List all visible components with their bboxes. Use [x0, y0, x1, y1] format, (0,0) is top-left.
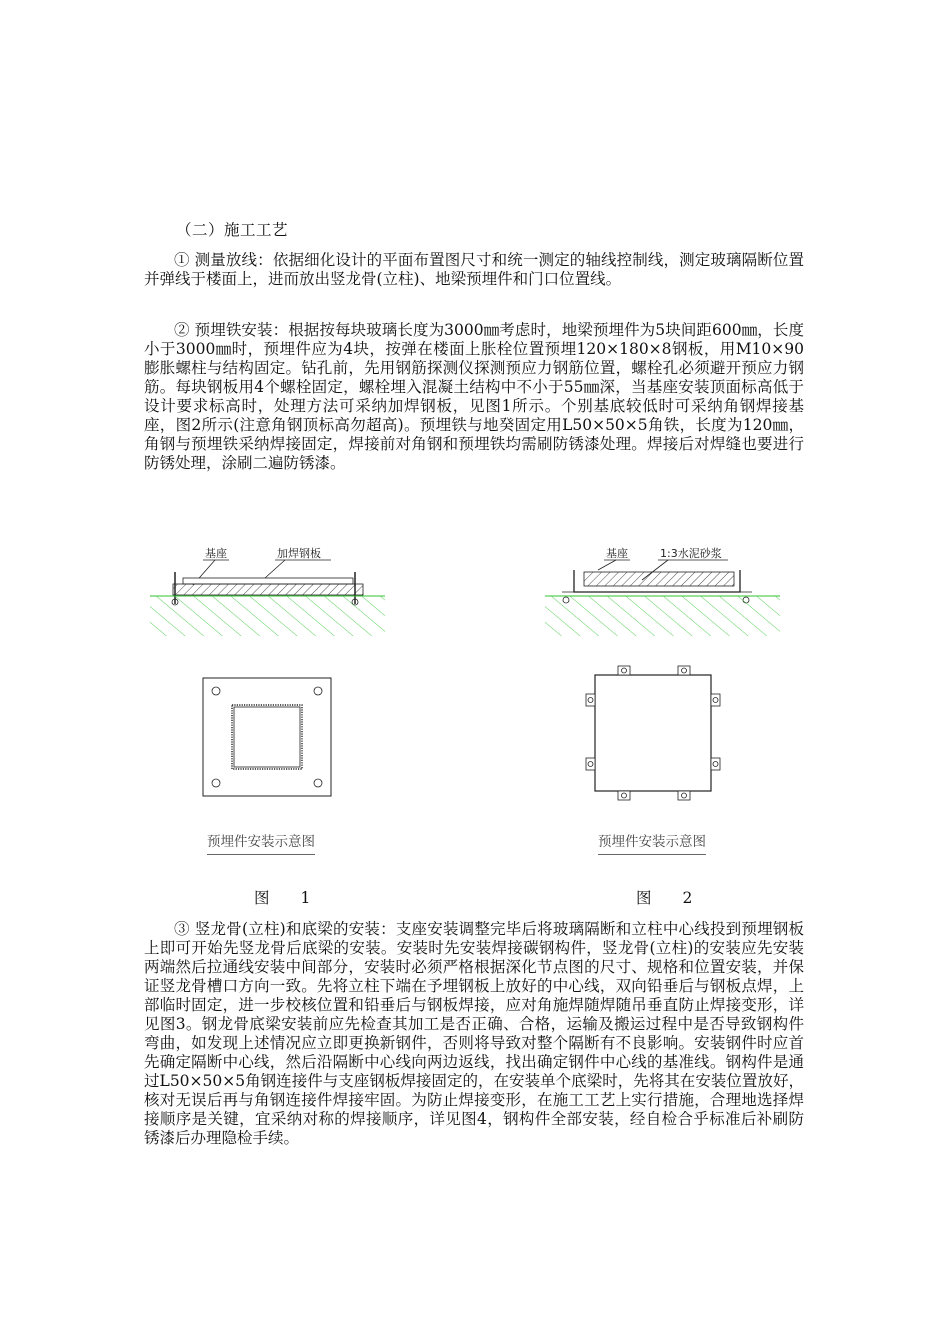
- figure2-caption: 预埋件安装示意图: [598, 830, 706, 855]
- paragraph-keel-installation: ③ 竖龙骨(立柱)和底梁的安装：支座安装调整完毕后将玻璃隔断和立柱中心线投到预埋钢板上即可开始先竖龙骨后底梁的安装。安装时先安装焊接碳钢构件，竖龙骨(立柱)的安装应先安装两端然后拉通线安装中间部分，安装时必须严格根据深化节点图的尺寸、规格和位置安装，并保证竖龙骨槽口方向一致。先将立柱下端在予埋钢板上放好的中心线，双向铅垂后与钢板点焊，上部临时固定，进一步校核位置和铅垂后与钢板焊接，应对角施焊随焊随吊垂直防止焊接变形，详见图3。钢龙骨底梁安装前应先检查其加工是否正确、合格，运输及搬运过程中是否导致钢构件弯曲，如发现上述情况应立即更换新钢件，否则将导致对整个隔断有不良影响。安装钢件时应首先确定隔断中心线，然后沿隔断中心线向两边返线，找出确定钢件中心线的基准线。钢构件是通过L50×50×5角钢连接件与支座钢板焊接固定的，在安装单个底梁时，先将其在安装位置放好，核对无误后再与角钢连接件焊接牢固。为防止焊接变形，在施工工艺上实行措施，合理地选择焊接顺序是关键，宜采纳对称的焊接顺序，详见图4，钢构件全部安装，经自检合乎标准后补刷防锈漆后办理隐检手续。: [144, 920, 804, 1147]
- figure1-number: 图 1: [254, 889, 311, 907]
- paragraph-survey: ① 测量放线：依据细化设计的平面布置图尺寸和统一测定的轴线控制线，测定玻璃隔断位置并弹线于楼面上，进而放出竖龙骨(立柱)、地梁预埋件和门口位置线。: [144, 251, 804, 288]
- figure1-plan-drawing: [202, 677, 332, 797]
- figure2-section-drawing: [540, 540, 785, 640]
- fig2-label-base: 基座: [606, 547, 628, 560]
- figure2-number: 图 2: [636, 889, 693, 907]
- figure2-plan-drawing: [578, 658, 728, 808]
- section-heading: （二）施工工艺: [176, 221, 289, 239]
- fig2-label-mortar: 1:3水泥砂浆: [660, 547, 722, 560]
- paragraph-embedded-iron: ② 预埋铁安装：根据按每块玻璃长度为3000㎜考虑时，地梁预埋件为5块间距600㎜，长度小于3000㎜时，预埋件应为4块，按弹在楼面上胀栓位置预埋120×180×8钢板，用M10×90膨胀螺柱与结构固定。钻孔前，先用钢筋探测仪探测预应力钢筋位置，螺栓孔必须避开预应力钢筋。每块钢板用4个螺栓固定，螺栓埋入混凝土结构中不小于55㎜深，当基座安装顶面标高低于设计要求标高时，处理方法可采纳加焊钢板，见图1所示。个别基底较低时可采纳角钢焊接基座，图2所示(注意角钢顶标高勿超高)。预埋铁与地癸固定用L50×50×5角铁，长度为120㎜，角钢与预埋铁采纳焊接固定，焊接前对角钢和预埋铁均需刷防锈漆处理。焊接后对焊缝也要进行防锈处理，涂刷二遍防锈漆。: [144, 321, 804, 472]
- figure1-caption: 预埋件安装示意图: [207, 830, 315, 855]
- figure1-section-drawing: [145, 540, 390, 640]
- fig1-label-base: 基座: [205, 547, 227, 560]
- fig1-label-plate: 加焊钢板: [277, 547, 321, 560]
